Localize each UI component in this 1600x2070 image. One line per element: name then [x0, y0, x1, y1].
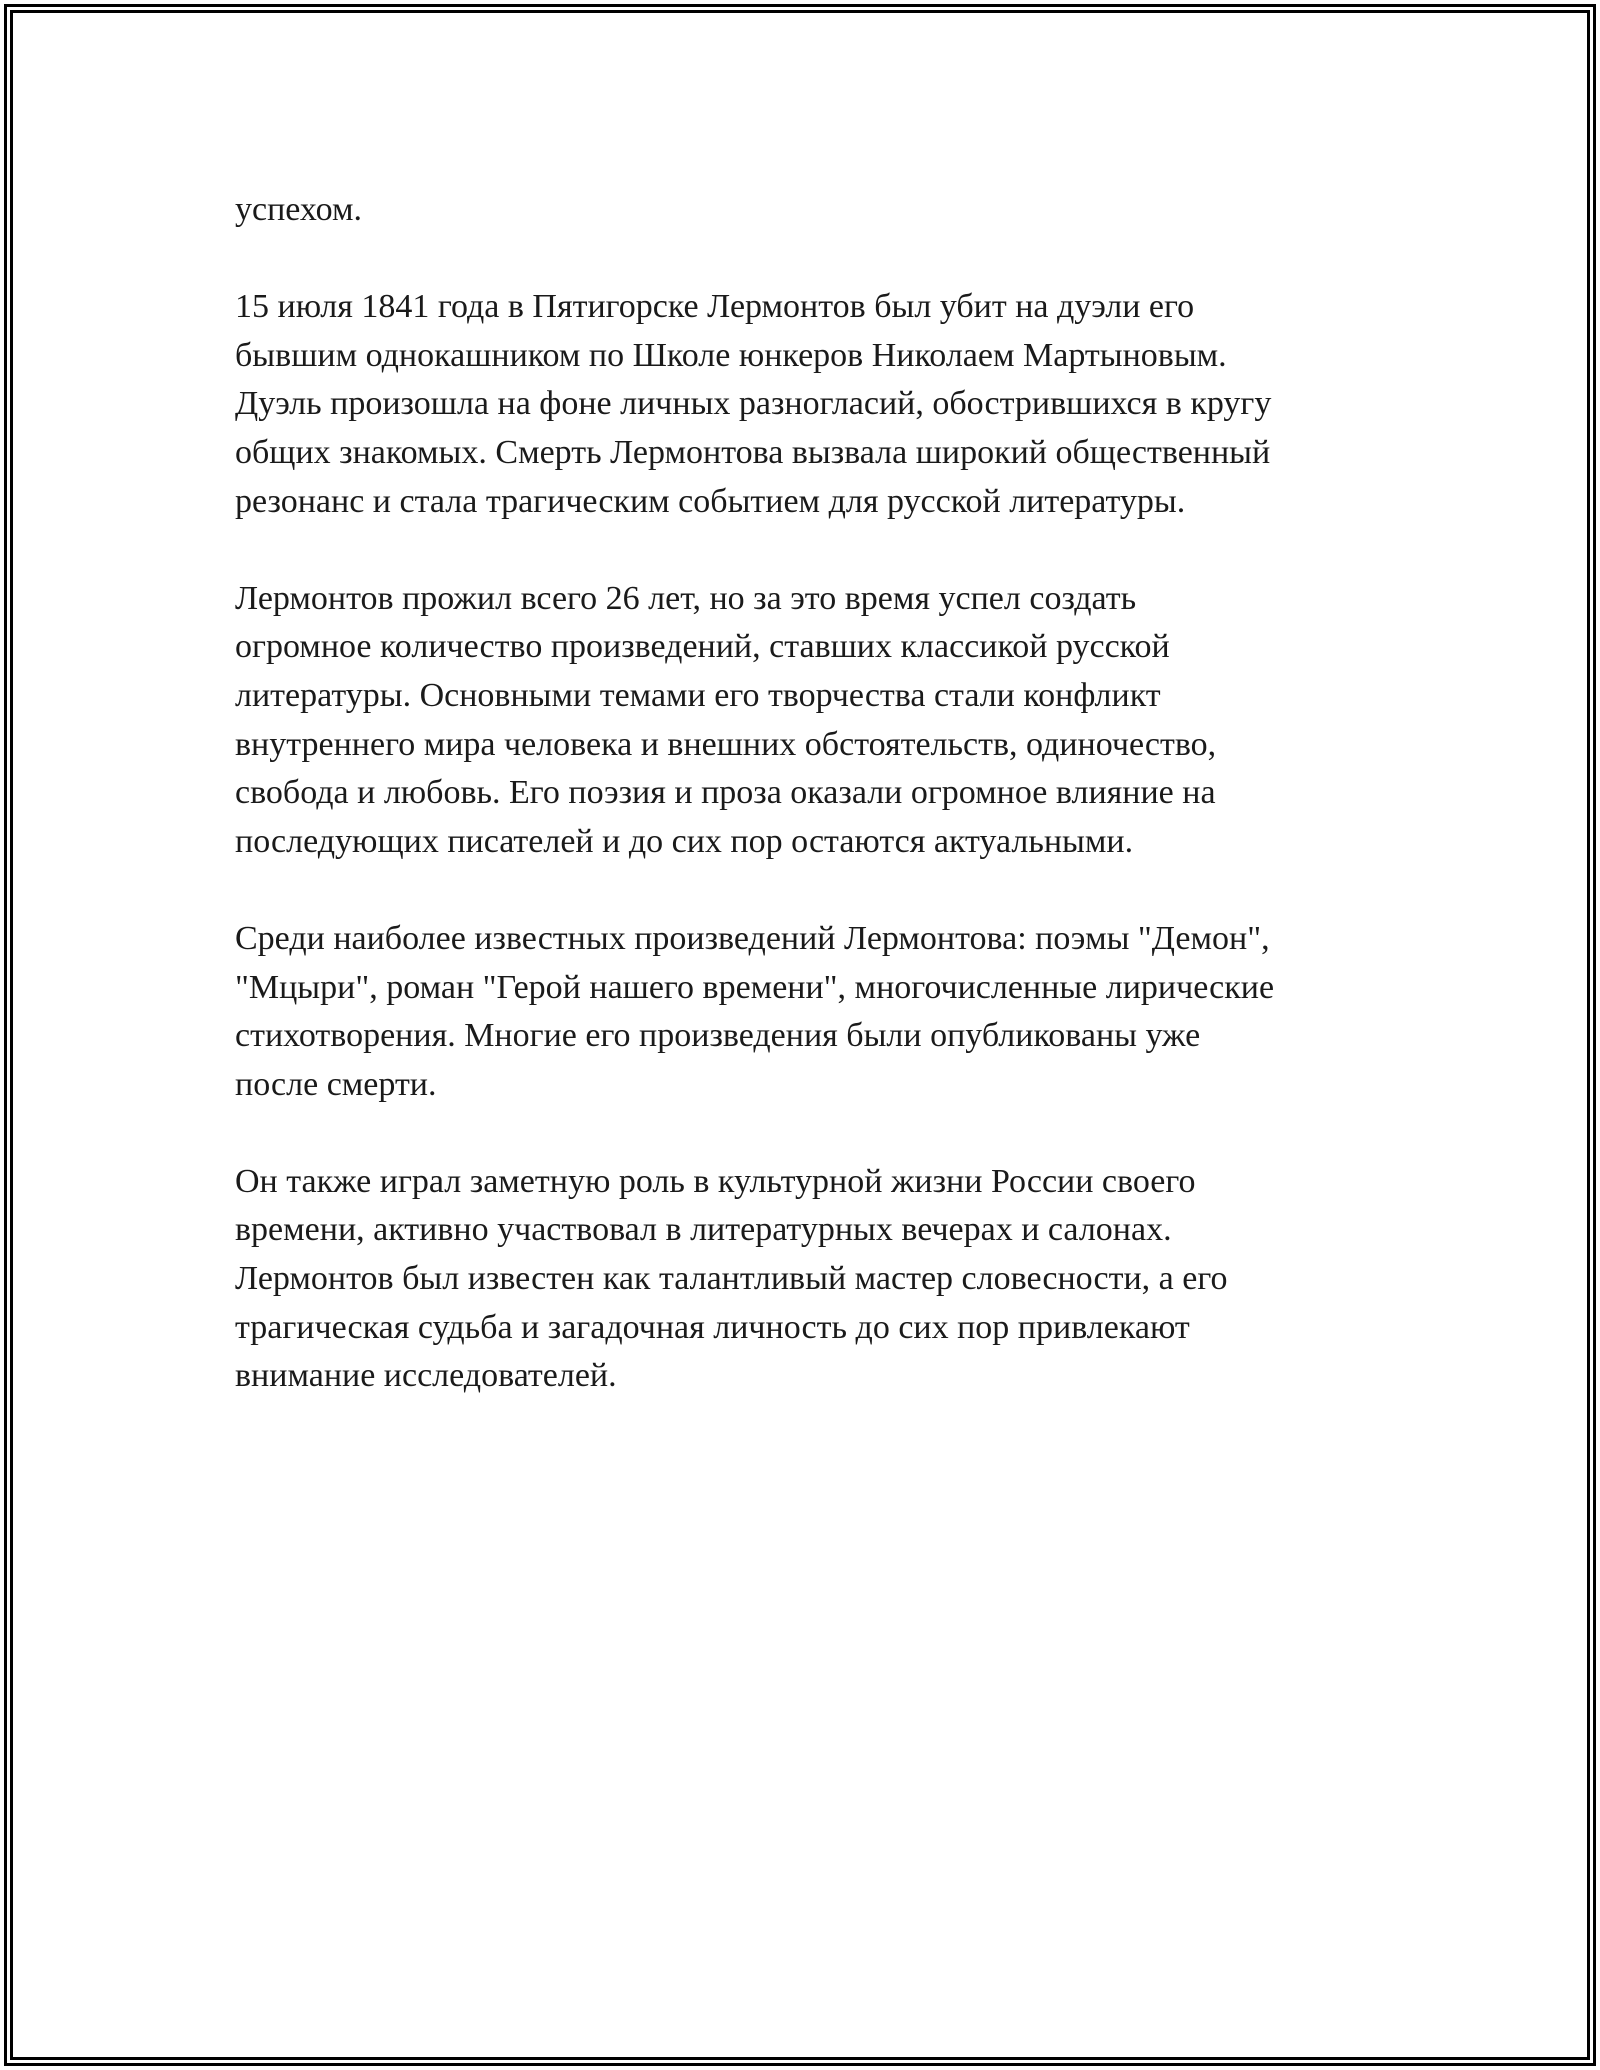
paragraph-cultural-role: Он также играл заметную роль в культурной жизни России своего времени, активно участвовал в литературных вечерах и салонах. Лермонтов был известен как талантливый мастер словесности, а его трагическая судьба и загадочная личность до сих пор привлекают внимание исследователей. [235, 1162, 1228, 1395]
paragraph-continuation: успехом. [235, 191, 363, 228]
paragraph-works: Среди наиболее известных произведений Лермонтова: поэмы "Демон", "Мцыри", роман "Герой нашего времени", многочисленные лирические стихотворения. Многие его произведения были опубликованы уже после смерти. [235, 919, 1275, 1103]
paragraph-legacy: Лермонтов прожил всего 26 лет, но за это время успел создать огромное количество произведений, ставших классикой русской литературы. Основными темами его творчества стали конфликт внутреннего мира человека и внешних обстоятельств, одиночество, свобода и любовь. Его поэзия и проза оказали огромное влияние на последующих писателей и до сих пор остаются актуальными. [235, 579, 1217, 860]
document-body [235, 186, 1385, 1449]
paragraph-duel: 15 июля 1841 года в Пятигорске Лермонтов был убит на дуэли его бывшим однокашником по Школе юнкеров Николаем Мартыновым. Дуэль произошла на фоне личных разногласий, обострившихся в кругу общих знакомых. Смерть Лермонтова вызвала широкий общественный резонанс и стала трагическим событием для русской литературы. [235, 288, 1272, 520]
